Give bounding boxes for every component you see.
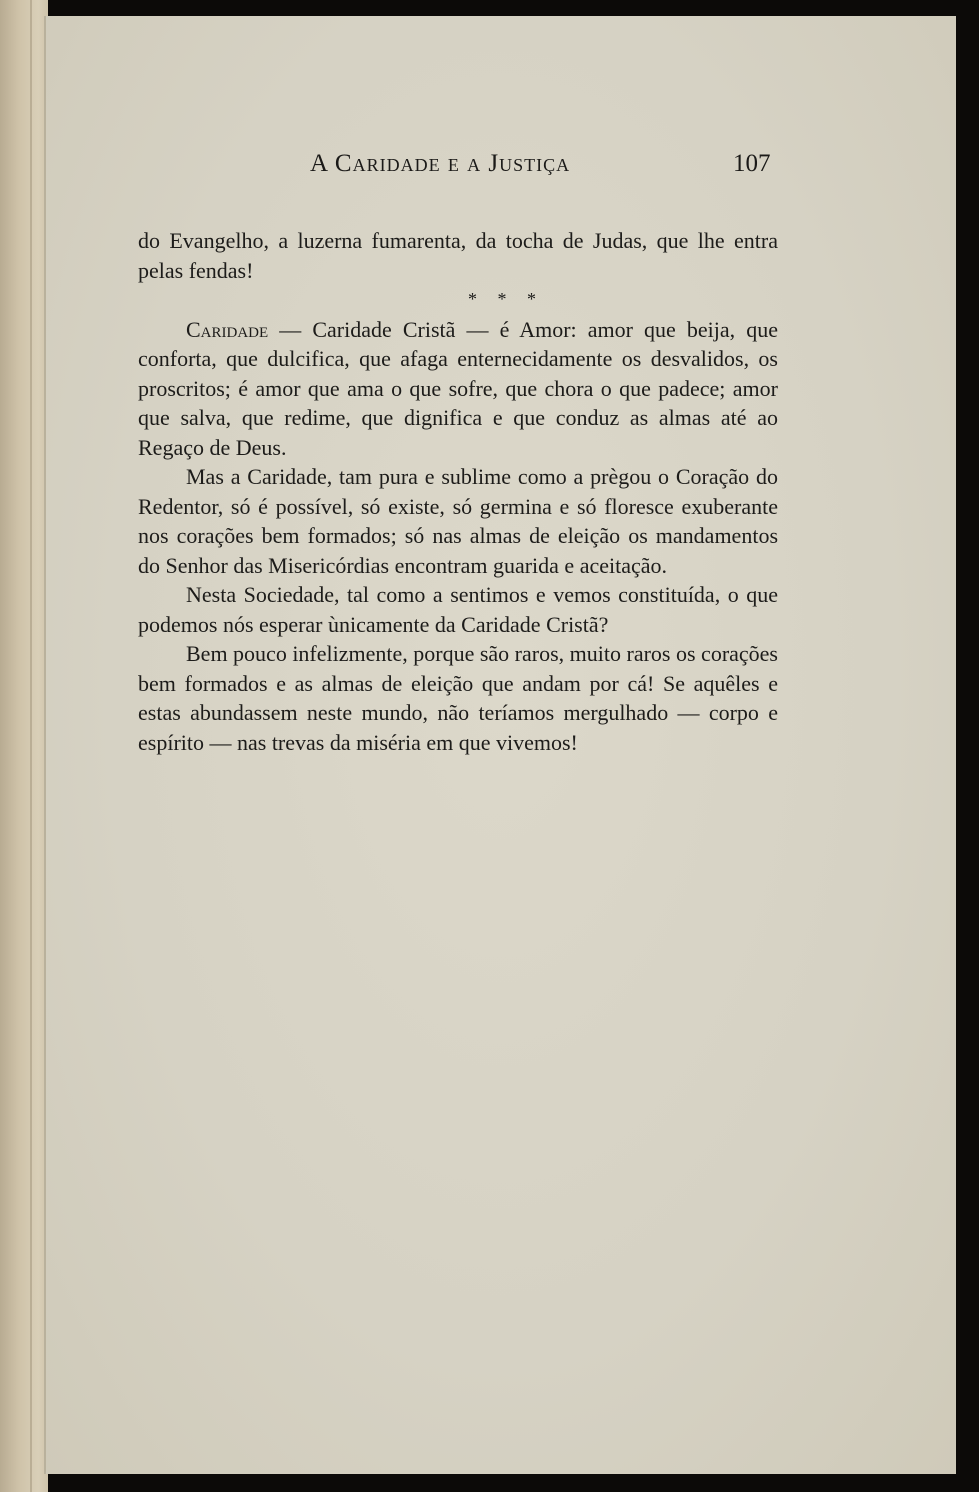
paragraph-bem-pouco: Bem pouco infelizmente, porque são raros, muito raros os corações bem formados e as almas de eleição que andam por cá! Se aquêles e estas abundassem neste mundo, não teríamos mergulhado — corpo e espírito — nas trevas da miséria em que vivemos! xyxy=(138,641,778,755)
previous-page-edge xyxy=(0,0,48,1492)
page-number: 107 xyxy=(733,150,771,177)
continuation-paragraph: do Evangelho, a luzerna fumarenta, da tocha de Judas, que lhe entra pelas fendas! xyxy=(138,228,778,283)
body-text xyxy=(138,226,778,757)
page-fold-line xyxy=(30,0,32,1492)
section-separator: * * * xyxy=(468,289,544,309)
paragraph-redentor: Mas a Caridade, tam pura e sublime como a prègou o Coração do Redentor, só é possível, só existe, só germina e só floresce exuberante nos corações bem formados; só nas almas de eleição os mandamentos do Senhor das Misericórdias encontram guarida e aceitação. xyxy=(138,464,778,578)
paragraph-caridade-text: — Caridade Cristã — é Amor: amor que beija, que conforta, que dulcifica, que afaga enternecidamente os desvalidos, os proscritos; é amor que ama o que sofre, que chora o que padece; amor que salva, que redime, que dignifica e que conduz as almas até ao Regaço de Deus. xyxy=(138,316,778,460)
paragraph-sociedade: Nesta Sociedade, tal como a sentimos e vemos constituída, o que podemos nós esperar ùnicamente da Caridade Cristã? xyxy=(138,582,778,637)
running-head-title: A Caridade e a Justiça xyxy=(310,150,571,177)
paragraph-lead-word: Caridade xyxy=(186,316,269,342)
paragraph-caridade xyxy=(138,315,778,463)
